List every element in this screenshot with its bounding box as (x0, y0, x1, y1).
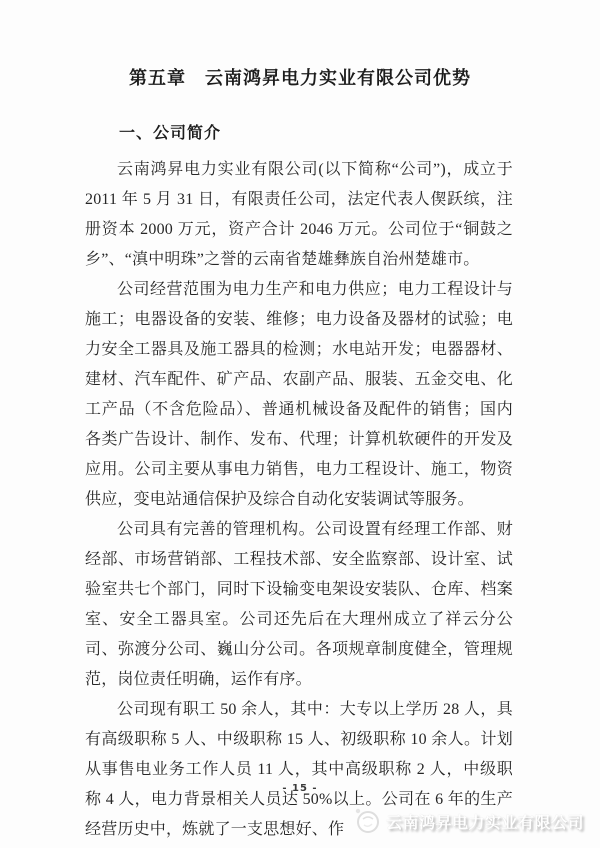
company-logo-icon (353, 807, 381, 835)
paragraph-business-scope: 公司经营范围为电力生产和电力供应；电力工程设计与施工；电器设备的安装、维修；电力设备及器材的试验；电力安全工器具及施工器具的检测；水电站开发；电器器材、建材、汽车配件、矿产品、农副产品、服装、五金交电、化工产品（不含危险品）、普通机械设备及配件的销售；国内各类广告设计、制作、发布、代理；计算机软硬件的开发及应用。公司主要从事电力销售，电力工程设计、施工，物资供应，变电站通信保护及综合自动化安装调试等服务。 (85, 281, 513, 508)
section-heading: 一、公司简介 (119, 125, 222, 142)
footer-watermark (353, 807, 584, 835)
chapter-title: 第五章 云南鸿昇电力实业有限公司优势 (129, 68, 471, 88)
paragraph-company-intro: 云南鸿昇电力实业有限公司(以下简称“公司”)，成立于 2011 年 5 月 31 日，有限责任公司，法定代表人偰跃缤，注册资本 2000 万元，资产合计 2046 万元。公司位于“铜鼓之乡”、“滇中明珠”之誉的云南省楚雄彝族自治州楚雄市。 (85, 161, 513, 268)
paragraph-staff: 公司现有职工 50 余人，其中：大专以上学历 28 人，具有高级职称 5 人、中级职称 15 人、初级职称 10 余人。计划从事售电业务工作人员 11 人，其中高级职称 2 人，中级职称 4 人，电力背景相关人员达 50%以上。公司在 6 年的生产经营历史中，炼就了一支思想好、作 (85, 701, 513, 838)
watermark-company-name: 云南鸿昇电力实业有限公司 (385, 814, 584, 832)
paragraph-organization: 公司具有完善的管理机构。公司设置有经理工作部、财经部、市场营销部、工程技术部、安全监察部、设计室、试验室共七个部门，同时下设输变电架设安装队、仓库、档案室、安全工器具室。公司还先后在大理州成立了祥云分公司、弥渡分公司、巍山分公司。各项规章制度健全，管理规范，岗位责任明确，运作有序。 (85, 521, 513, 688)
body-text (85, 155, 513, 845)
page-number: - 15 - (282, 783, 318, 794)
